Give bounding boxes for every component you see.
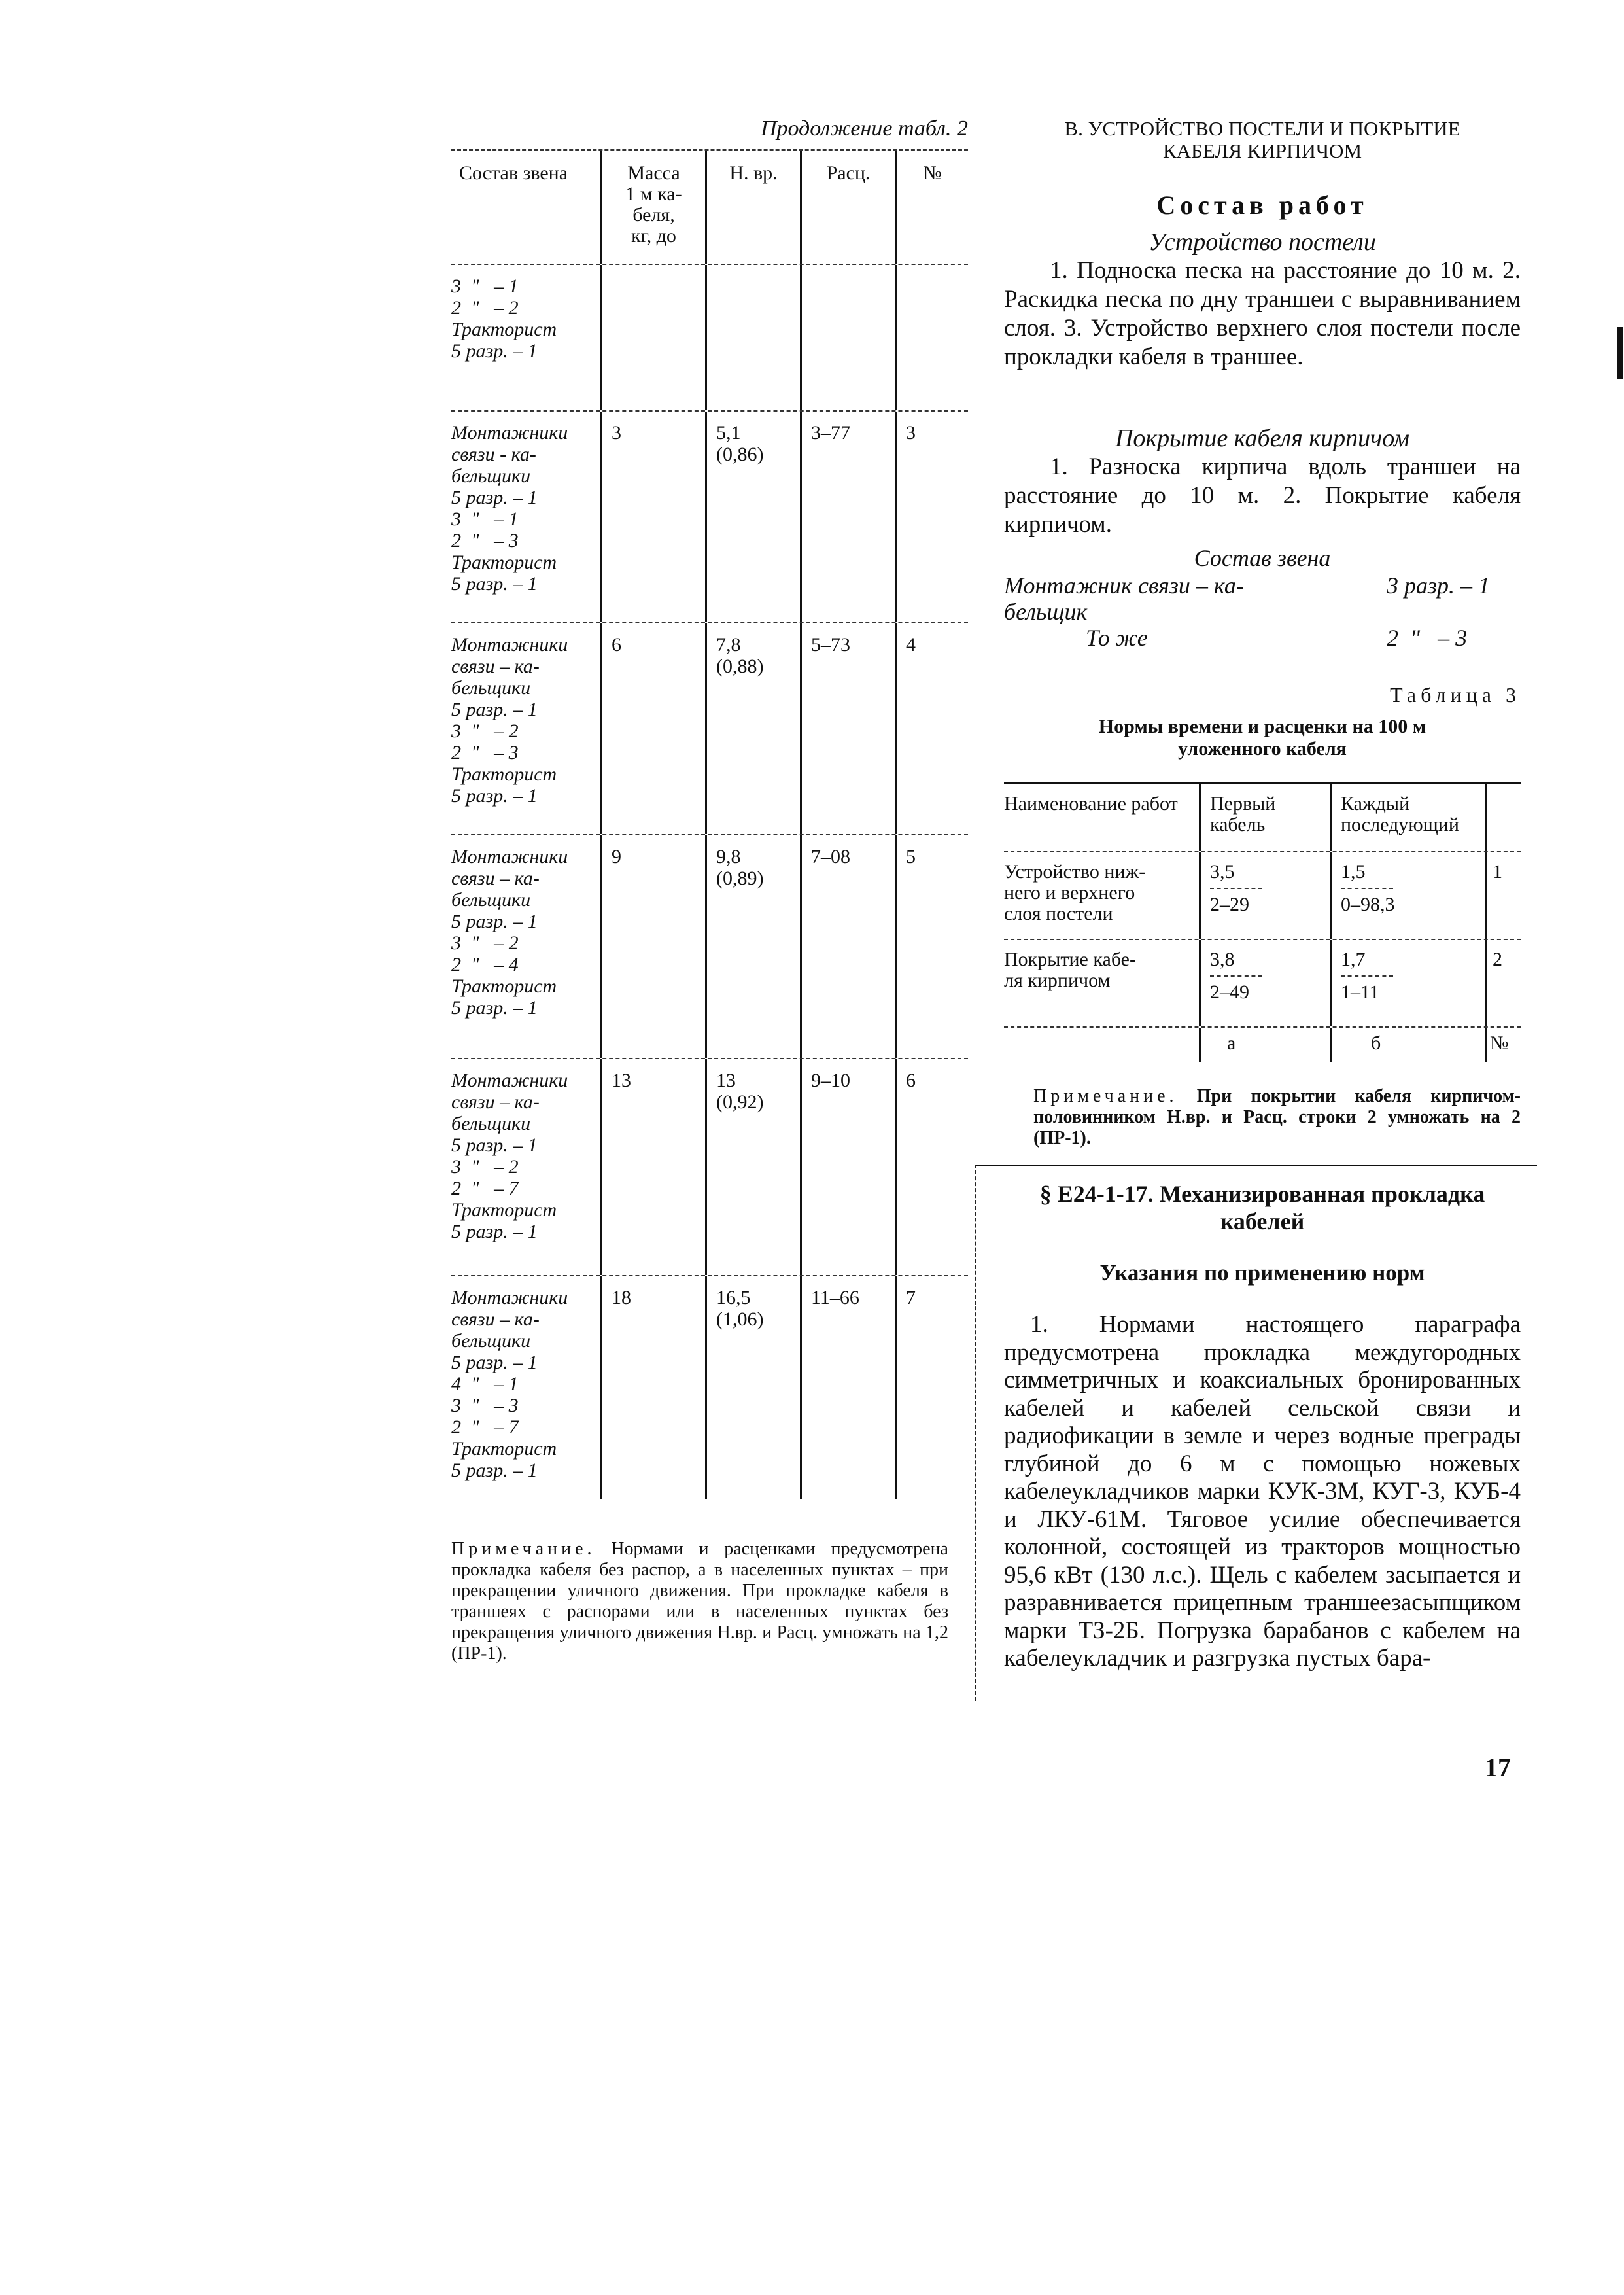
crew-line-2: бельщик	[1004, 599, 1088, 625]
mass-cell: 3	[600, 412, 705, 622]
work-name-cell: Покрытие кабе- ля кирпичом	[1004, 949, 1136, 991]
header-each-next: Каждый последующий	[1330, 784, 1485, 851]
price-value: 2–29	[1210, 894, 1249, 915]
table-row	[451, 1059, 968, 1276]
crew-cell: 3 " – 1 2 " – 2 Тракторист 5 разр. – 1	[451, 275, 557, 362]
table-2-note	[451, 1539, 948, 1664]
continuation-title: Продолжение табл. 2	[760, 116, 968, 141]
brick-text: 1. Разноска кирпича вдоль траншеи на расстояние до 10 м. 2. Покрытие кабеля кирпичом.	[1004, 453, 1521, 538]
bedding-text: 1. Подноска песка на расстояние до 10 м. 2. Раскидка песка по дну траншеи с выравниванием слоя. 3. Устройство верхнего слоя постели после прокладки кабеля в траншее.	[1004, 257, 1521, 370]
fraction-bar	[1341, 888, 1393, 889]
header-work-name: Наименование работ	[1004, 793, 1178, 815]
scan-edge-mark	[1617, 327, 1623, 379]
row-number-cell: 2	[1485, 940, 1521, 1026]
footer-col-b: б	[1330, 1028, 1485, 1062]
section-divider-horizontal	[975, 1165, 1537, 1166]
crew-cell: Монтажники связи - ка- бельщики 5 разр. – 1 3 " – 1 2 " – 3 Тракторист 5 разр. – 1	[451, 422, 568, 595]
section-title: В. УСТРОЙСТВО ПОСТЕЛИ И ПОКРЫТИЕ КАБЕЛЯ КИРПИЧОМ	[1064, 117, 1460, 162]
crew-cell: Монтажники связи – ка- бельщики 5 разр. – 1 4 " – 1 3 " – 3 2 " – 7 Тракторист 5 разр. – 1	[451, 1287, 568, 1481]
fraction-bar	[1210, 888, 1262, 889]
mass-cell: 13	[600, 1059, 705, 1275]
header-mass: Масса 1 м ка- беля, кг, до	[600, 151, 705, 264]
note-text: Нормами и расценками предусмотрена прокладка кабеля без распор, а в населенных пунктах – при прекращении уличного движения. При прокладке кабеля в траншеях с распорами или в населенных пунктах без прекращения уличного движения Н.вр. и Расц. умножать на 1,2 (ПР-1).	[451, 1539, 948, 1664]
nvr-cell: 9,8 (0,89)	[705, 835, 800, 1058]
rasc-cell: 7–08	[800, 835, 895, 1058]
work-name-cell: Устройство ниж- него и верхнего слоя постели	[1004, 861, 1146, 924]
table-row	[451, 835, 968, 1059]
header-no: №	[895, 151, 968, 264]
mass-cell: 18	[600, 1276, 705, 1499]
table-2-continuation	[451, 149, 968, 1499]
note-text: При покрытии кабеля кирпичом-половинником Н.вр. и Расц. строки 2 умножать на 2 (ПР-1).	[1033, 1086, 1521, 1148]
crew-grade-2: 2 " – 3	[1387, 625, 1468, 651]
first-cable-cell	[1199, 940, 1330, 1026]
table-row	[451, 623, 968, 835]
header-first-cable: Первый кабель	[1199, 784, 1330, 851]
table-3-note	[1033, 1086, 1521, 1149]
fraction-bar	[1341, 975, 1393, 977]
note-label: Примечание.	[451, 1539, 596, 1559]
note-label: Примечание.	[1033, 1086, 1178, 1106]
table-header-row	[1004, 782, 1521, 852]
footer-blank	[1004, 1028, 1199, 1062]
rasc-cell: 3–77	[800, 412, 895, 622]
subheading-bedding: Устройство постели	[1149, 228, 1376, 256]
mass-cell: 9	[600, 835, 705, 1058]
rasc-cell: 11–66	[800, 1276, 895, 1499]
table-row	[1004, 852, 1521, 940]
table-row	[451, 1276, 968, 1499]
mass-cell: 6	[600, 623, 705, 834]
crew-heading: Состав звена	[1194, 545, 1331, 571]
norm-value: 3,5	[1210, 861, 1235, 883]
footer-col-no: №	[1485, 1028, 1521, 1062]
price-value: 0–98,3	[1341, 894, 1395, 915]
crew-cell: Монтажники связи – ка- бельщики 5 разр. – 1 3 " – 2 2 " – 4 Тракторист 5 разр. – 1	[451, 846, 568, 1019]
table-3	[1004, 782, 1521, 1062]
section-divider-vertical	[975, 1165, 976, 1701]
header-blank	[1485, 784, 1521, 851]
rasc-cell: 5–73	[800, 623, 895, 834]
crew-line-1: Монтажник связи – ка-	[1004, 572, 1244, 599]
header-rasc: Расц.	[800, 151, 895, 264]
price-value: 1–11	[1341, 981, 1379, 1003]
rasc-cell: 9–10	[800, 1059, 895, 1275]
no-cell: 4	[895, 623, 968, 834]
norm-value: 3,8	[1210, 949, 1235, 970]
price-value: 2–49	[1210, 981, 1249, 1003]
nvr-cell: 13 (0,92)	[705, 1059, 800, 1275]
crew-grade-1: 3 разр. – 1	[1387, 572, 1491, 599]
footer-col-a: а	[1199, 1028, 1330, 1062]
instructions-text: 1. Нормами настоящего параграфа предусмотрена прокладка междугородных симметричных и коаксиальных бронированных кабелей и кабелей сельской связи и радиофикации в земле и через водные преграды глубиной до 6 м с помощью ножевых кабелеукладчиков марки КУК-3М, КУГ-3, КУБ-4 и ЛКУ-61М. Тяговое усилие обеспечивается колонной, состоящей из тракторов мощностью 95,6 кВт (130 л.с.). Щель с кабелем засыпается и разравнивается прицепным траншеезасыпщиком марки ТЗ-2Б. Погрузка барабанов с кабелем на кабелеукладчик и разгрузка пустых бара-	[1004, 1311, 1521, 1672]
rasc-cell	[800, 265, 895, 410]
each-next-cell	[1330, 940, 1485, 1026]
table-row	[451, 412, 968, 623]
crew-cell: Монтажники связи – ка- бельщики 5 разр. – 1 3 " – 2 2 " – 3 Тракторист 5 разр. – 1	[451, 634, 568, 807]
no-cell: 5	[895, 835, 968, 1058]
norm-value: 1,7	[1341, 949, 1366, 970]
table-3-title: Нормы времени и расценки на 100 м уложенного кабеля	[1098, 716, 1426, 760]
each-next-cell	[1330, 852, 1485, 939]
paragraph-heading: § Е24-1-17. Механизированная прокладка кабелей	[1039, 1181, 1485, 1235]
nvr-cell	[705, 265, 800, 410]
first-cable-cell	[1199, 852, 1330, 939]
table-header-row	[451, 149, 968, 265]
no-cell	[895, 265, 968, 410]
crew-line-3: То же	[1086, 625, 1148, 651]
table-row	[1004, 940, 1521, 1028]
table-footer-row	[1004, 1028, 1521, 1062]
nvr-cell: 5,1 (0,86)	[705, 412, 800, 622]
header-nvr: Н. вр.	[705, 151, 800, 264]
no-cell: 3	[895, 412, 968, 622]
no-cell: 7	[895, 1276, 968, 1499]
table-3-label: Таблица 3	[1390, 683, 1521, 707]
norm-value: 1,5	[1341, 861, 1366, 883]
fraction-bar	[1210, 975, 1262, 977]
table-row	[451, 265, 968, 412]
nvr-cell: 16,5 (1,06)	[705, 1276, 800, 1499]
crew-cell: Монтажники связи – ка- бельщики 5 разр. – 1 3 " – 2 2 " – 7 Тракторист 5 разр. – 1	[451, 1070, 568, 1242]
page-number: 17	[1485, 1753, 1511, 1782]
header-crew: Состав звена	[459, 162, 568, 184]
work-heading: Состав работ	[1156, 190, 1368, 220]
row-number-cell: 1	[1485, 852, 1521, 939]
no-cell: 6	[895, 1059, 968, 1275]
mass-cell	[600, 265, 705, 410]
instructions-heading: Указания по применению норм	[1099, 1260, 1425, 1286]
subheading-brick: Покрытие кабеля кирпичом	[1114, 425, 1410, 452]
nvr-cell: 7,8 (0,88)	[705, 623, 800, 834]
